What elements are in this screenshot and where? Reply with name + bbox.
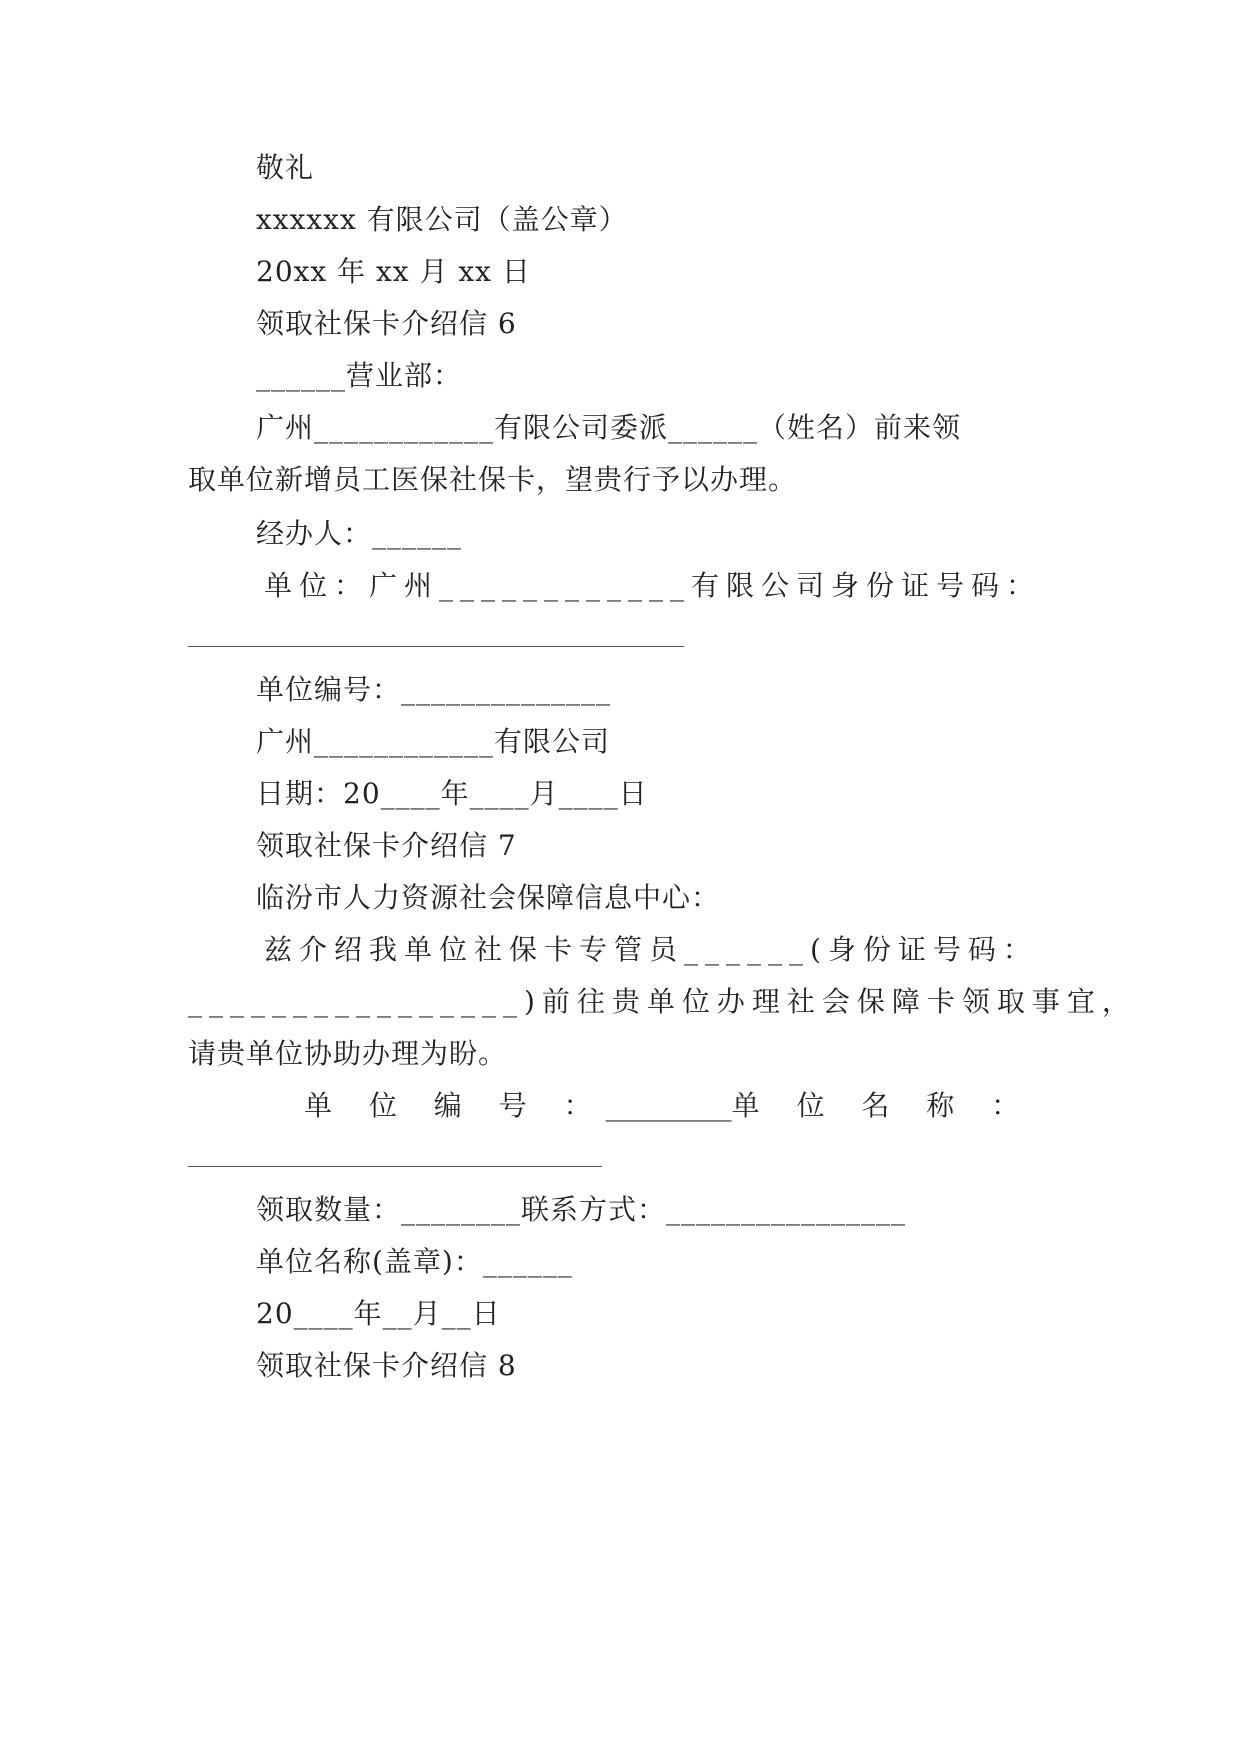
unit-name-blank-rule	[188, 1166, 602, 1167]
letter-7-body-line-2: ________________)前往贵单位办理社会保障卡领取事宜，	[188, 985, 1137, 1018]
letter-7-addressee: 临汾市人力资源社会保障信息中心：	[256, 881, 721, 914]
unit-name-label: 单 位 名 称 ：	[731, 1089, 1034, 1122]
letter-7-heading: 领取社保卡介绍信 7	[256, 829, 517, 862]
letter-6-body-line-1: 广州____________有限公司委派______（姓名）前来领	[256, 411, 962, 444]
date-blank-line: 日期：20____年____月____日	[256, 777, 648, 810]
unit-number-blank: _________	[605, 1089, 732, 1122]
date-blank-line-2: 20____年__月__日	[256, 1297, 501, 1330]
addressee-line: ______营业部：	[256, 359, 463, 392]
unit-id-number-line: 单位：广州____________有限公司身份证号码：	[264, 569, 1042, 602]
handler-line: 经办人：______	[256, 517, 463, 550]
unit-name-seal-line: 单位名称(盖章)：______	[256, 1245, 573, 1278]
letter-6-heading: 领取社保卡介绍信 6	[256, 307, 517, 340]
letter-8-heading: 领取社保卡介绍信 8	[256, 1349, 517, 1382]
company-name-line: 广州____________有限公司	[256, 725, 611, 758]
unit-number-label: 单 位 编 号 ：	[304, 1089, 606, 1122]
unit-number-name-row	[304, 1088, 1034, 1124]
quantity-contact-line: 领取数量：________联系方式：________________	[256, 1193, 907, 1226]
closing-salutation: 敬礼	[256, 151, 315, 184]
id-number-blank-rule	[188, 646, 684, 647]
unit-number-line: 单位编号：______________	[256, 673, 612, 706]
letter-7-body-line-1: 兹介绍我单位社保卡专管员______(身份证号码：	[264, 933, 1038, 966]
company-seal-line: xxxxxx 有限公司（盖公章）	[256, 203, 628, 236]
date-line: 20xx 年 xx 月 xx 日	[256, 255, 531, 288]
letter-6-body-line-2: 取单位新增员工医保社保卡，望贵行予以办理。	[188, 463, 798, 496]
letter-7-body-line-3: 请贵单位协助办理为盼。	[188, 1037, 508, 1070]
